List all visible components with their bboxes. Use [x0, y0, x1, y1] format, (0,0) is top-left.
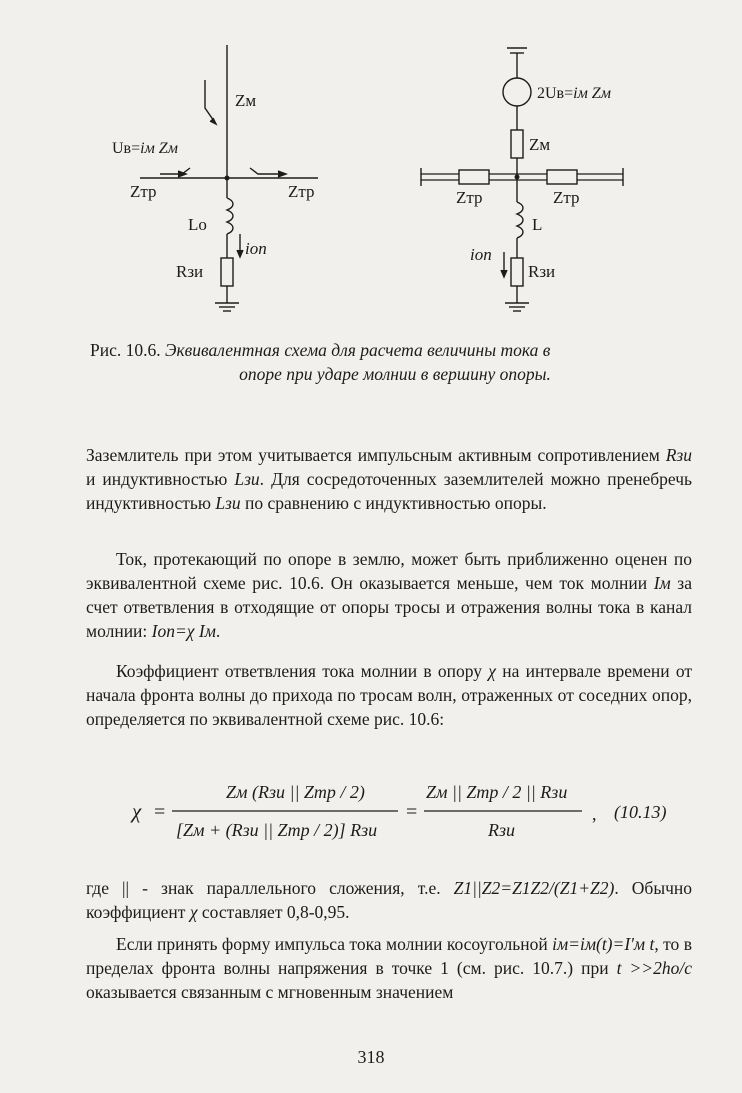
caption-line-2: опоре при ударе молнии в вершину опоры. [239, 364, 551, 384]
figure-caption [90, 338, 700, 386]
right-label-rzi: Rзи [528, 262, 556, 281]
left-resistor [221, 258, 233, 286]
right-zm-resistor [511, 130, 523, 158]
right-voltage-source [503, 78, 531, 106]
right-label-l: L [532, 215, 543, 234]
formula-num-2: Zм || Zтр / 2 || Rзи [426, 782, 568, 802]
right-ztr-left-resistor [459, 170, 489, 184]
circuit-figure [0, 0, 742, 330]
left-label-rzi: Rзи [176, 262, 204, 281]
left-inductor [227, 198, 233, 234]
right-label-iop: iоп [470, 245, 492, 264]
formula-eq-1: = [154, 801, 166, 823]
caption-text-1: Эквивалентная схема для расчета величины тока в [165, 340, 551, 360]
caption-line-1 [90, 338, 700, 362]
paragraph-2: Ток, протекающий по опоре в землю, может быть приближенно оценен по эквивалентной схеме рис. 10.6. Он оказывается меньше, чем ток молнии Iм за счет ответвления в отходящие от опоры тросы и отражения волны тока в канал молнии: Iоп=χ Iм. [86, 549, 692, 641]
left-label-iop: iоп [245, 239, 267, 258]
formula-10-13 [130, 764, 700, 854]
right-inductor [517, 202, 523, 238]
left-label-ub: Uв=iм Zм [112, 140, 178, 157]
right-label-ztr-left: Zтр [456, 188, 483, 207]
right-label-ztr-right: Zтр [553, 188, 580, 207]
left-label-ztr-left: Zтр [130, 182, 157, 201]
right-label-zm: Zм [529, 135, 551, 154]
right-ztr-right-resistor [547, 170, 577, 184]
left-label-zm: Zм [235, 91, 257, 110]
page-number: 318 [357, 1047, 385, 1067]
formula-chi: χ [132, 799, 142, 823]
paragraph-4: где || - знак параллельного сложения, т.е. Z1||Z2=Z1Z2/(Z1+Z2). Обычно коэффициент χ составляет 0,8-0,95. [86, 878, 692, 922]
formula-eq-2: = [406, 801, 418, 823]
left-label-lo: Lо [188, 215, 207, 234]
right-label-source: 2Uв=iм Zм [537, 85, 611, 102]
left-wave-arrow-right [250, 168, 282, 174]
formula-den-1: [Zм + (Rзи || Zтр / 2)] Rзи [176, 820, 378, 840]
paragraph-1: Заземлитель при этом учитывается импульсным активным сопротивлением Rзи и индуктивностью Lзи. Для сосредоточенных заземлителей можно пренебречь индуктивностью Lзи по сравнению с индуктивностью опоры. [86, 445, 692, 513]
formula-comma: , [592, 804, 597, 824]
caption-label: Рис. 10.6. [90, 340, 161, 360]
formula-den-2: Rзи [488, 820, 516, 840]
paragraph-5: Если принять форму импульса тока молнии косоугольной iм=iм(t)=I'м t, то в пределах фронта волны напряжения в точке 1 (см. рис. 10.7.) при t >>2hо/c оказывается связанным с мгновенным значением [86, 934, 692, 1002]
formula-num-1: Zм (Rзи || Zтр / 2) [226, 782, 365, 802]
left-lightning-arrow [205, 80, 216, 124]
formula-number: (10.13) [614, 802, 667, 822]
paragraph-3: Коэффициент ответвления тока молнии в опору χ на интервале времени от начала фронта волны до прихода по тросам волн, отраженных от соседних опор, определяется по эквивалентной схеме рис. 10.6: [86, 661, 692, 729]
left-label-ztr-right: Zтр [288, 182, 315, 201]
right-resistor [511, 258, 523, 286]
